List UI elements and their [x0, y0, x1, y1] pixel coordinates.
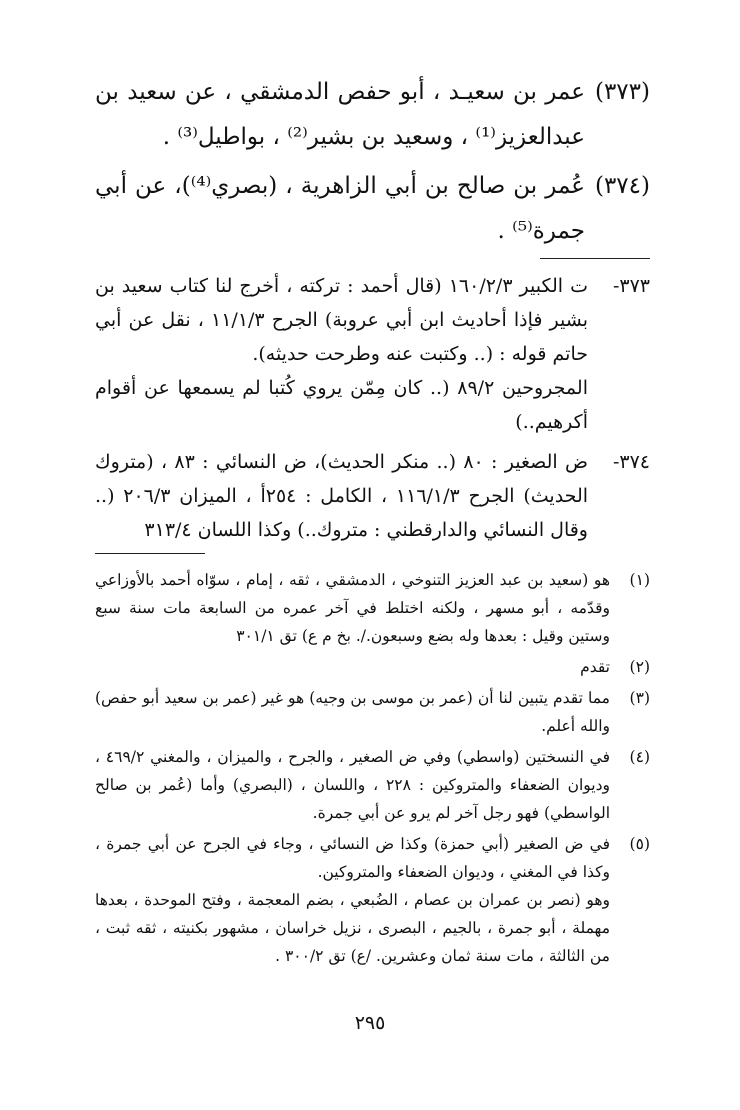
footnote-body: [95, 653, 610, 681]
footnote-number: (٢): [629, 658, 650, 676]
footnote-1: [95, 566, 650, 650]
footnote-body: [95, 684, 610, 740]
footnote-body: [95, 743, 610, 827]
commentary-paragraph: ت الكبير ١٦٠/٢/٣ (قال أحمد : تركته ، أخرج لنا كتاب سعيد بن بشير فإذا أحاديث ابن أبي عروبة) الجرح ١١/١/٣ ، نقل عن أبي حاتم قوله : (.. وكتبت عنه وطرحت حديثه).: [95, 275, 588, 365]
footnote-number: (٥): [629, 835, 650, 853]
footnote-3: [95, 684, 650, 740]
footnote-paragraph: هو (سعيد بن عبد العزيز التنوخي ، الدمشقي ، ثقه ، إمام ، سوّاه أحمد بالأوزاعي وقدّمه ، أبو مسهر ، ولكنه اختلط في آخر عمره من السابعة مات سنة سبع وستين وقيل : بعدها وله بضع وسبعون./. بخ م ع) تق ٣٠١/١: [95, 571, 610, 645]
commentary-373: [95, 269, 650, 439]
footnote-4: [95, 743, 650, 827]
footnote-number: (٣): [629, 689, 650, 707]
footnote-paragraph: في ض الصغير (أبي حمزة) وكذا ض النسائي ، وجاء في الجرح عن أبي جمرة ، وكذا في المغني ، وديوان الضعفاء والمتروكين.: [95, 835, 610, 881]
footnote-divider: [95, 553, 205, 554]
footnote-5: [95, 830, 650, 970]
entry-number: (٣٧٤): [594, 173, 650, 199]
document-page: [95, 70, 650, 973]
footnote-paragraph: مما تقدم يتبين لنا أن (عمر بن موسى بن وجيه) هو غير (عمر بن سعيد أبو حفص) والله أعلم.: [95, 689, 610, 735]
entry-text: عُمر بن صالح بن أبي الزاهرية ، (بصري⁽⁴⁾)، عن أبي جمرة⁽⁵⁾ .: [95, 173, 585, 244]
footnote-2: [95, 653, 650, 681]
commentary-body: [95, 269, 588, 439]
entry-number: (٣٧٣): [594, 79, 650, 105]
footnote-paragraph: وهو (نصر بن عمران بن عصام ، الضُبعي ، بضم المعجمة ، وفتح الموحدة ، بعدها مهملة ، أبو جمرة ، بالجيم ، البصرى ، نزيل خراسان ، مشهور بكنيته ، ثقه ثبت ، من الثالثة ، مات سنة ثمان وعشرين. /ع) تق ٣٠٠/٢ .: [95, 891, 610, 965]
commentary-374: [95, 445, 650, 547]
footnote-number: (٤): [629, 748, 650, 766]
footnote-body: [95, 566, 610, 650]
commentary-number: ٣٧٤-: [612, 451, 650, 473]
entry-374: [95, 164, 650, 254]
page-number: ٢٩٥: [354, 1012, 386, 1034]
entry-text: عمر بن سعيـد ، أبو حفص الدمشقي ، عن سعيد بن عبدالعزيز⁽¹⁾ ، وسعيد بن بشير⁽²⁾ ، بواطيل⁽³⁾ .: [95, 79, 585, 150]
footnote-number: (١): [629, 571, 650, 589]
footnote-paragraph: في النسختين (واسطي) وفي ض الصغير ، والجرح ، والميزان ، والمغني ٤٦٩/٢ ، وديوان الضعفاء والمتروكين : ٢٢٨ ، واللسان ، (البصري) وأما (عُمر بن صالح الواسطي) فهو رجل آخر لم يرو عن أبي جمرة.: [95, 748, 610, 822]
commentary-paragraph: المجروحين ٨٩/٢ (.. كان مِمّن يروي كُتبا لم يسمعها عن أقوام أكرهيم..): [95, 377, 588, 433]
entry-373: [95, 70, 650, 160]
commentary-body: [95, 445, 588, 547]
commentary-number: ٣٧٣-: [612, 275, 650, 297]
footnote-body: [95, 830, 610, 970]
footnote-paragraph: تقدم: [580, 658, 610, 676]
commentary-paragraph: ض الصغير : ٨٠ (.. منكر الحديث)، ض النسائي : ٨٣ ، (متروك الحديث) الجرح ١١٦/١/٣ ، الكامل : ٢٥٤أ ، الميزان ٢٠٦/٣ (.. وقال النسائي والدارقطني : متروك..) وكذا اللسان ٣١٣/٤: [95, 451, 589, 541]
section-divider: [540, 258, 650, 259]
